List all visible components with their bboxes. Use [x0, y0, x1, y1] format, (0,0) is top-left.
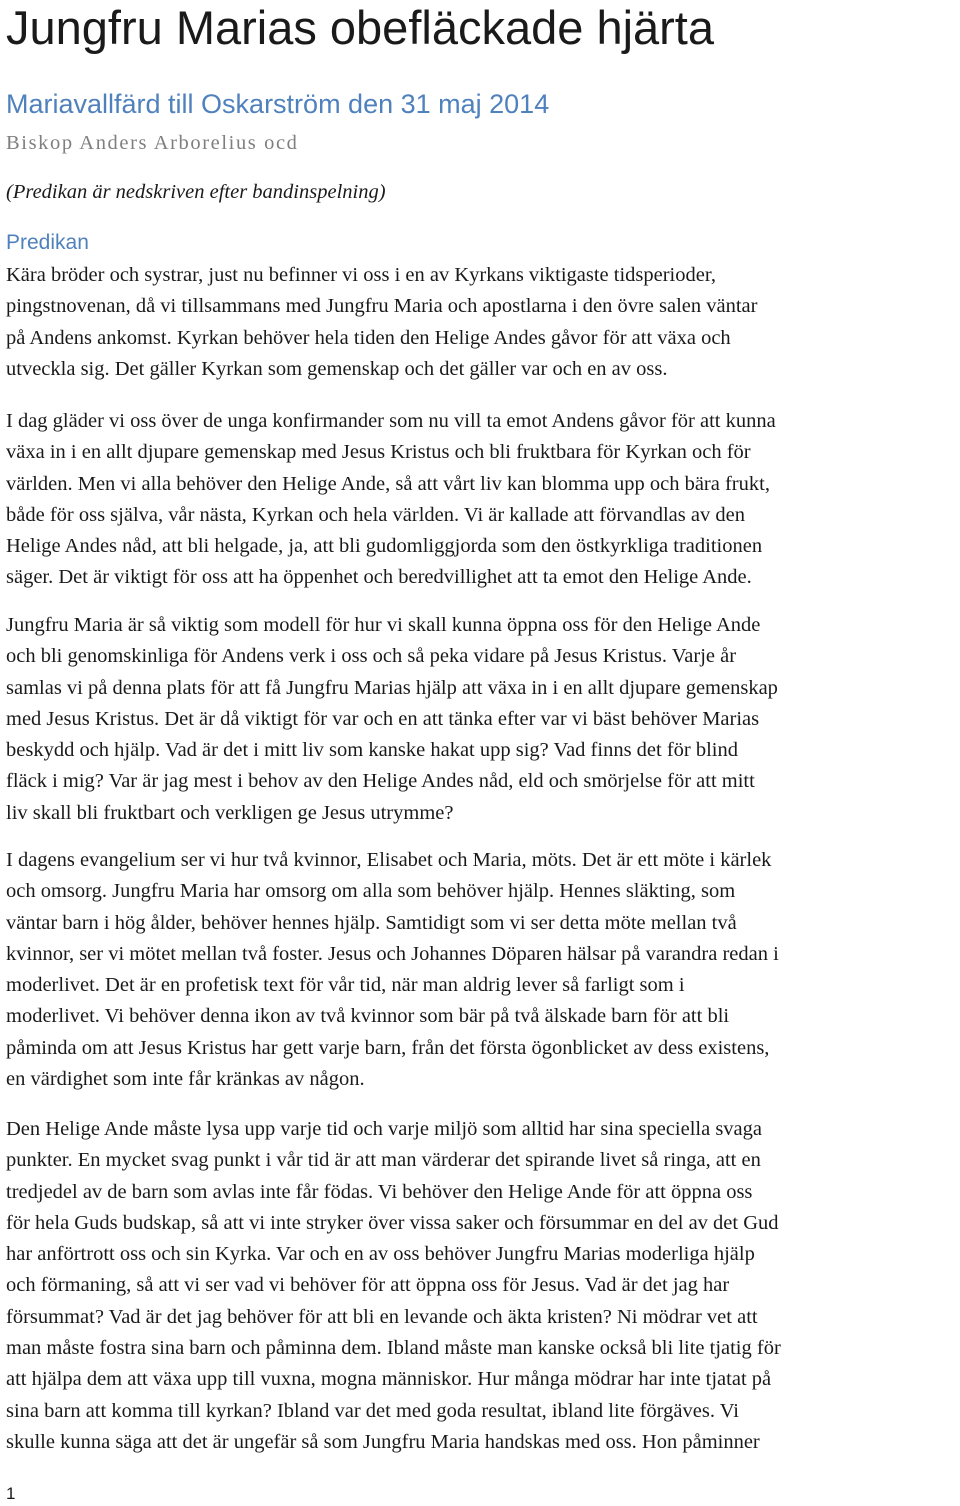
text-line: har anförtrott oss och sin Kyrka. Var och en av oss behöver Jungfru Marias moderliga hjälp	[6, 1243, 755, 1266]
text-line: väntar barn i hög ålder, behöver hennes hjälp. Samtidigt som vi ser detta möte mellan två	[6, 911, 737, 934]
text-line: I dag gläder vi oss över de unga konfirmander som nu vill ta emot Andens gåvor för att kunna	[6, 410, 776, 432]
section-heading: Predikan	[6, 231, 89, 254]
document-subtitle: Mariavallfärd till Oskarström den 31 maj 2014	[6, 89, 550, 119]
text-line: och förmaning, så att vi ser vad vi behöver för att öppna oss för Jesus. Vad är det jag har	[6, 1274, 730, 1297]
paragraph-text	[6, 1114, 960, 1458]
text-line: man måste fostra sina barn och påminna dem. Ibland måste man kanske också bli lite tjatig för	[6, 1337, 781, 1360]
text-line: och bli genomskinliga för Andens verk i oss och så peka vidare på Jesus Kristus. Varje år	[6, 645, 737, 668]
text-line: Helige Andes nåd, att bli helgade, ja, att bli gudomliggjorda som den östkyrkliga traditionen	[6, 535, 763, 558]
text-line: fläck i mig? Var är jag mest i behov av den Helige Andes nåd, eld och smörjelse för att mitt	[6, 770, 755, 793]
text-line: Den Helige Ande måste lysa upp varje tid och varje miljö som alltid har sina speciella svaga	[6, 1118, 763, 1140]
text-line: liv skall bli fruktbart och verkligen ge Jesus utrymme?	[6, 801, 454, 824]
text-line: Jungfru Maria är så viktig som modell för hur vi skall kunna öppna oss för den Helige Ande	[6, 614, 761, 636]
paragraph-text	[6, 845, 960, 1095]
text-line: sina barn att komma till kyrkan? Ibland var det med goda resultat, ibland lite förgäves. Vi	[6, 1399, 739, 1422]
text-line: punkter. En mycket svag punkt i vår tid är att man värderar det spirande livet så ringa, att en	[6, 1149, 761, 1172]
text-line: I dagens evangelium ser vi hur två kvinnor, Elisabet och Maria, möts. Det är ett möte i kärlek	[6, 849, 772, 871]
text-line: med Jesus Kristus. Det är då viktigt för var och en att tänka efter var vi bäst behöver Marias	[6, 707, 760, 730]
text-line: tredjedel av de barn som avlas inte får födas. Vi behöver den Helige Ande för att öppna oss	[6, 1180, 753, 1203]
text-line: beskydd och hjälp. Vad är det i mitt liv som kanske hakat upp sig? Vad finns det för blind	[6, 739, 739, 762]
text-line: världen. Men vi alla behöver den Helige Ande, så att vårt liv kan blomma upp och bära frukt,	[6, 472, 770, 495]
transcription-note: (Predikan är nedskriven efter bandinspelning)	[6, 181, 386, 203]
text-line: moderlivet. Vi behöver denna ikon av två kvinnor som bär på två älskade barn för att bli	[6, 1005, 730, 1028]
text-line: utveckla sig. Det gäller Kyrkan som gemenskap och det gäller var och en av oss.	[6, 357, 668, 380]
text-line: på Andens ankomst. Kyrkan behöver hela tiden den Helige Andes gåvor för att växa och	[6, 326, 731, 349]
text-line: både för oss själva, vår nästa, Kyrkan och hela världen. Vi är kallade att förvandlas av den	[6, 503, 745, 526]
text-line: försummat? Vad är det jag behöver för att bli en levande och äkta kristen? Ni mödrar vet att	[6, 1305, 758, 1328]
text-line: skulle kunna säga att det är ungefär så som Jungfru Maria handskas med oss. Hon påminner	[6, 1430, 760, 1453]
text-line: kvinnor, ser vi mötet mellan två foster. Jesus och Johannes Döparen hälsar på varandra redan i	[6, 942, 779, 965]
page-number: 1	[6, 1484, 16, 1503]
paragraph-text	[6, 406, 960, 594]
text-line: påminda om att Jesus Kristus har gett varje barn, från det första ögonblicket av dess existens,	[6, 1036, 770, 1059]
text-line: pingstnovenan, då vi tillsammans med Jungfru Maria och apostlarna i den övre salen väntar	[6, 295, 758, 318]
paragraph-1	[6, 260, 960, 385]
paragraph-4	[6, 845, 960, 1095]
paragraph-text	[6, 260, 960, 385]
text-line: samlas vi på denna plats för att få Jungfru Marias hjälp att växa in i en allt djupare gemenskap	[6, 676, 778, 699]
paragraph-3	[6, 610, 960, 829]
text-line: moderlivet. Det är en profetisk text för vår tid, när man aldrig lever så farligt som i	[6, 974, 685, 997]
paragraph-text	[6, 610, 960, 829]
text-line: växa in i en allt djupare gemenskap med Jesus Kristus och bli fruktbara för Kyrkan och för	[6, 441, 751, 464]
text-line: Kära bröder och systrar, just nu befinner vi oss i en av Kyrkans viktigaste tidsperioder,	[6, 264, 716, 286]
paragraph-5	[6, 1114, 960, 1458]
document-title: Jungfru Marias obefläckade hjärta	[6, 1, 715, 54]
text-line: att hjälpa dem att växa upp till vuxna, mogna människor. Hur många mödrar har inte tjatat på	[6, 1368, 772, 1391]
text-line: säger. Det är viktigt för oss att ha öppenhet och beredvillighet att ta emot den Helige Ande.	[6, 566, 752, 589]
paragraph-2	[6, 406, 960, 594]
text-line: en värdighet som inte får kränkas av någon.	[6, 1068, 365, 1091]
author-line: Biskop Anders Arborelius ocd	[6, 132, 299, 154]
text-line: för hela Guds budskap, så att vi inte stryker över vissa saker och försummar en del av det Gud	[6, 1211, 779, 1234]
text-line: och omsorg. Jungfru Maria har omsorg om alla som behöver hjälp. Hennes släkting, som	[6, 880, 736, 903]
